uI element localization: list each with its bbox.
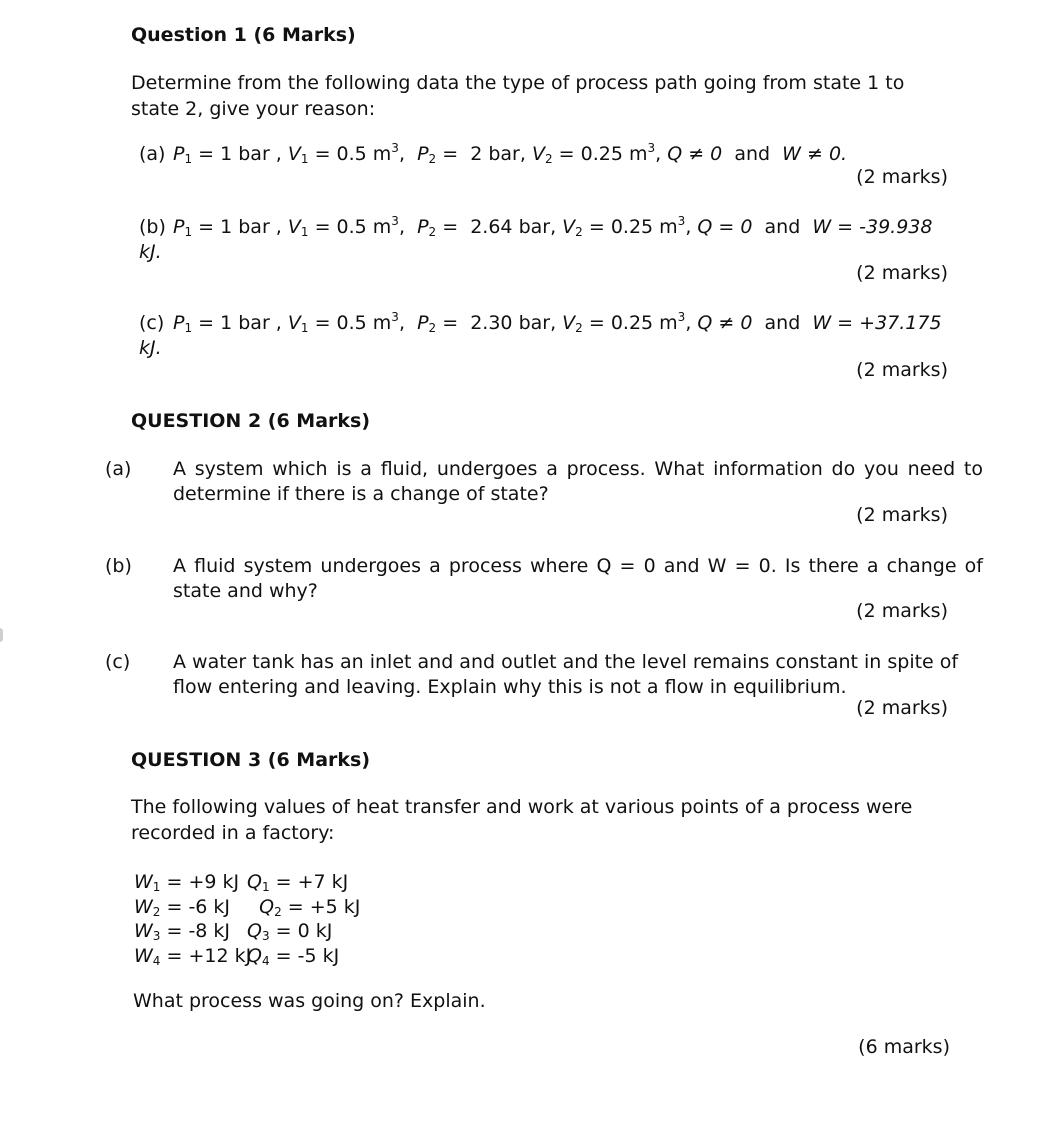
q1-a-w: W ≠ 0. bbox=[782, 143, 848, 165]
q1-b-v2: 0.25 m bbox=[610, 216, 678, 238]
question-2-heading: QUESTION 2 (6 Marks) bbox=[131, 410, 371, 432]
q1-a-p1: 1 bar bbox=[220, 143, 270, 165]
q1-b-label: (b) bbox=[139, 216, 166, 238]
q1-a-v2: 0.25 m bbox=[580, 143, 648, 165]
question-3-intro: The following values of heat transfer and work at various points of a process were recorded in a factory: bbox=[131, 796, 913, 844]
q1-a-marks: (2 marks) bbox=[856, 166, 948, 188]
w3-value: -8 kJ bbox=[188, 920, 231, 942]
q1-c-p2: 2.30 bar bbox=[470, 312, 551, 334]
q1-a-p2: 2 bar bbox=[470, 143, 520, 165]
q1-b-q: Q = 0 bbox=[697, 216, 753, 238]
table-row: $W_4 = +12$ kJQ$_4$ = -5 kJ bbox=[134, 944, 340, 968]
q1-a-q: Q ≠ 0 bbox=[667, 143, 723, 165]
q2-c-text: A water tank has an inlet and and outlet and the level remains constant in spite of flow entering and leaving. Explain why this is not a flow in equilibrium. bbox=[173, 651, 959, 698]
q1-item-b: (b) $P_1 = 1$ bar , $V_1 = 0.5$ $m^3$, $P_2 = 2.64$ bar, $V_2 = 0.25$ $m^3$, Q = 0 and W = -39.938 kJ. bbox=[139, 214, 933, 263]
q2-b-label: (b) bbox=[105, 555, 132, 577]
q1-b-w: W = -39.938 kJ. bbox=[139, 216, 933, 263]
q3-value: 0 kJ bbox=[297, 920, 333, 942]
q1-c-marks: (2 marks) bbox=[856, 359, 948, 381]
q1-c-v1: 0.5 m bbox=[336, 312, 392, 334]
q1-item-a: (a) $P_1 = 1$ bar , $V_1 = 0.5$ $m^3$, $P_2 = 2$ bar, $V_2 = 0.25$ $m^3$, Q ≠ 0 and W ≠ 0. bbox=[139, 141, 848, 166]
q1-a-v1: 0.5 m bbox=[336, 143, 392, 165]
q1-c-v2: 0.25 m bbox=[610, 312, 678, 334]
question-1-heading: Question 1 (6 Marks) bbox=[131, 24, 356, 46]
q2-b-text: A fluid system undergoes a process where Q = 0 and W = 0. Is there a change of state and why? bbox=[173, 555, 983, 602]
q1-c-w: W = +37.175 kJ. bbox=[139, 312, 942, 359]
q1-c-p1: 1 bar bbox=[220, 312, 270, 334]
q1-b-p1: 1 bar bbox=[220, 216, 270, 238]
q2-item-b bbox=[105, 554, 983, 604]
q2-value: +5 kJ bbox=[309, 895, 361, 918]
question-3-heading: QUESTION 3 (6 Marks) bbox=[131, 749, 371, 771]
table-row: $W_1 = +9$ kJ $Q_1 = +7$ kJ bbox=[134, 871, 349, 894]
q1-b-marks: (2 marks) bbox=[856, 262, 948, 284]
table-row: $W_2 = -6$ kJ $Q_2 = +5$ kJ bbox=[134, 895, 361, 919]
q2-item-a bbox=[105, 457, 983, 507]
q1-c-q: Q ≠ 0 bbox=[697, 312, 753, 334]
q2-b-marks: (2 marks) bbox=[856, 600, 948, 622]
w4-value: +12 kJ bbox=[188, 944, 252, 967]
q4-value: -5 kJ bbox=[297, 944, 340, 967]
q2-c-label: (c) bbox=[105, 651, 131, 673]
q2-a-marks: (2 marks) bbox=[856, 504, 948, 526]
q2-item-c bbox=[105, 650, 983, 700]
question-3-prompt: What process was going on? Explain. bbox=[133, 990, 486, 1012]
q1-b-v1: 0.5 m bbox=[336, 216, 392, 238]
table-row: $W_3 = -8$ kJ $Q_3 = 0$ kJ bbox=[134, 920, 333, 943]
question-1-intro: Determine from the following data the type of process path going from state 1 to state 2, give your reason: bbox=[131, 72, 905, 120]
work-heat-table bbox=[134, 870, 360, 968]
q1-value: +7 kJ bbox=[297, 871, 349, 893]
w2-value: -6 kJ bbox=[188, 895, 231, 918]
q1-item-c: (c) $P_1 = 1$ bar , $V_1 = 0.5$ $m^3$, $P_2 = 2.30$ bar, $V_2 = 0.25$ $m^3$, Q ≠ 0 and W = +37.175 kJ. bbox=[139, 310, 942, 359]
scan-edge-mark bbox=[0, 628, 3, 642]
q1-c-label: (c) bbox=[139, 312, 165, 334]
w1-value: +9 kJ bbox=[188, 871, 240, 893]
q2-a-label: (a) bbox=[105, 458, 132, 480]
q3-marks: (6 marks) bbox=[858, 1036, 950, 1058]
q2-a-text: A system which is a fluid, undergoes a process. What information do you need to determine if there is a change of state? bbox=[173, 458, 983, 505]
q2-c-marks: (2 marks) bbox=[856, 697, 948, 719]
q1-b-p2: 2.64 bar bbox=[470, 216, 551, 238]
q1-a-label: (a) bbox=[139, 143, 166, 165]
